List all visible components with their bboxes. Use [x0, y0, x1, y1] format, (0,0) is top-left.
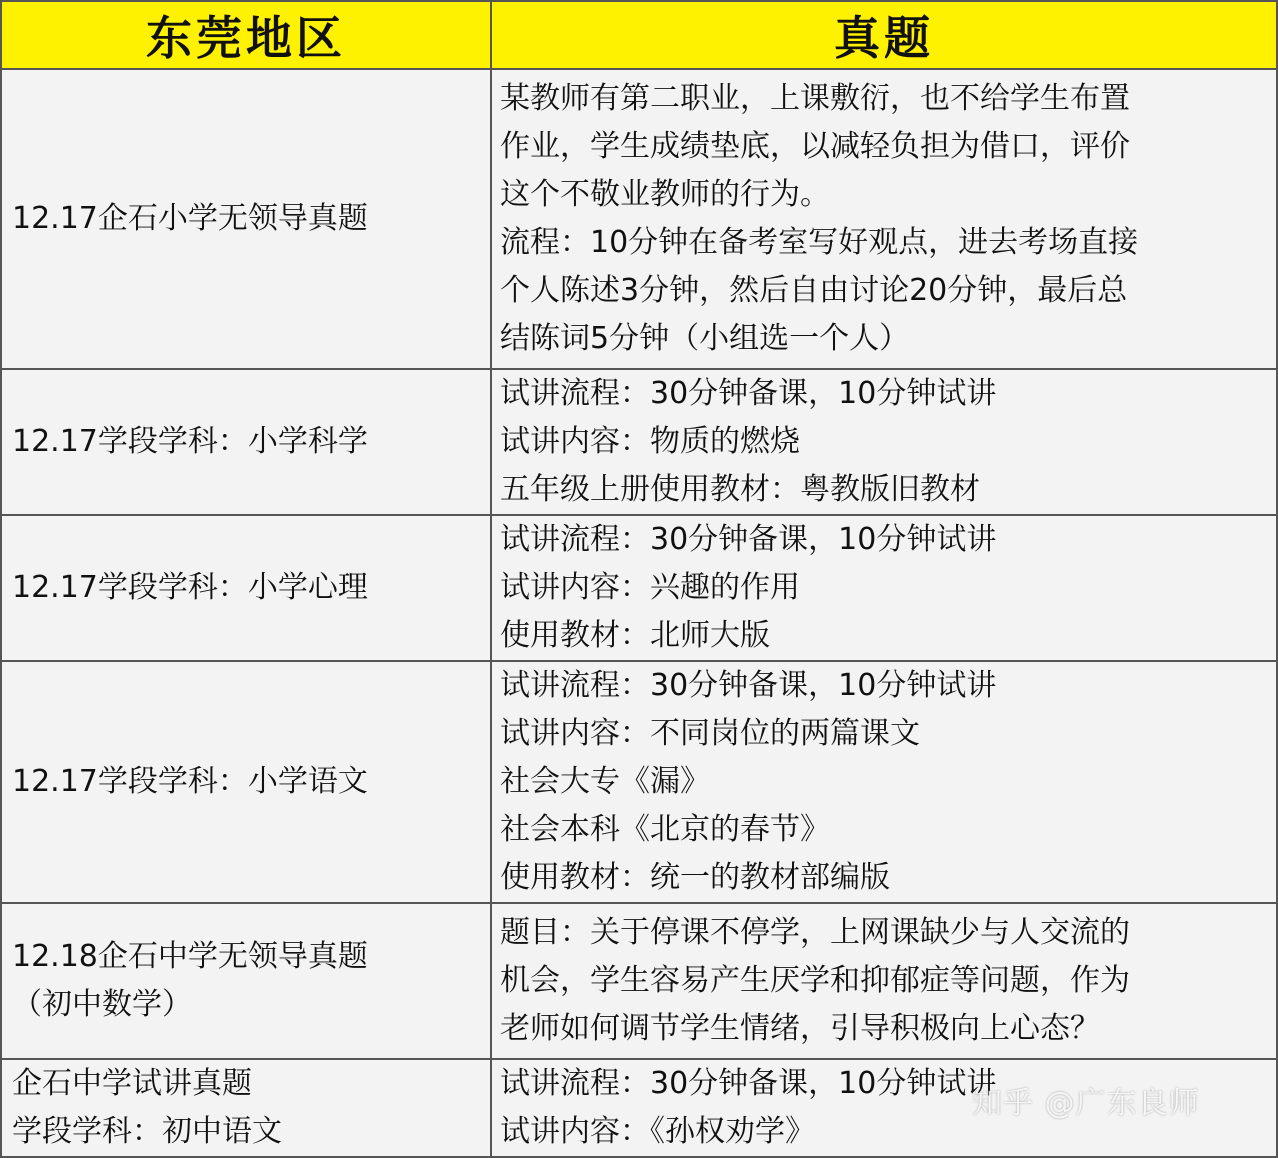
question-line: 试讲流程：30分钟备课，10分钟试讲	[500, 376, 997, 411]
question-line: 题目：关于停课不停学，上网课缺少与人交流的	[500, 915, 1130, 950]
region-cell	[1, 661, 491, 903]
question-line: 结陈词5分钟（小组选一个人）	[500, 321, 910, 356]
question-line: 试讲内容：《孙权劝学》	[500, 1114, 815, 1149]
question-line: 作业，学生成绩垫底，以减轻负担为借口，评价	[500, 129, 1130, 164]
question-line: 社会大专《漏》	[500, 764, 710, 799]
header-region: 东莞地区	[1, 1, 491, 69]
region-line: 企石中学试讲真题	[12, 1066, 252, 1101]
question-cell	[491, 515, 1277, 661]
watermark: 知乎 @广东良师	[972, 1086, 1200, 1121]
question-line: 试讲流程：30分钟备课，10分钟试讲	[500, 668, 997, 703]
question-line: 五年级上册使用教材：粤教版旧教材	[500, 472, 980, 507]
region-cell	[1, 1059, 491, 1157]
question-line: 社会本科《北京的春节》	[500, 812, 830, 847]
region-line: 12.17学段学科：小学心理	[12, 570, 368, 605]
header-questions: 真题	[491, 1, 1277, 69]
question-line: 试讲内容：兴趣的作用	[500, 570, 800, 605]
region-line: 12.17企石小学无领导真题	[12, 201, 368, 236]
question-line: 机会，学生容易产生厌学和抑郁症等问题，作为	[500, 963, 1130, 998]
region-cell	[1, 69, 491, 369]
table-row	[1, 515, 1277, 661]
question-line: 试讲流程：30分钟备课，10分钟试讲	[500, 522, 997, 557]
question-line: 使用教材：北师大版	[500, 618, 770, 653]
question-cell	[491, 661, 1277, 903]
question-line: 流程：10分钟在备考室写好观点，进去考场直接	[500, 225, 1139, 260]
table-row	[1, 903, 1277, 1059]
question-cell	[491, 903, 1277, 1059]
question-line: 某教师有第二职业，上课敷衍，也不给学生布置	[500, 81, 1130, 116]
region-cell	[1, 515, 491, 661]
table-row	[1, 69, 1277, 369]
region-line: 12.17学段学科：小学语文	[12, 764, 368, 799]
question-line: 试讲内容：不同岗位的两篇课文	[500, 716, 920, 751]
table-row	[1, 369, 1277, 515]
table-row	[1, 661, 1277, 903]
region-line: 12.18企石中学无领导真题	[12, 939, 368, 974]
question-line: 试讲流程：30分钟备课，10分钟试讲	[500, 1066, 997, 1101]
region-line: 学段学科：初中语文	[12, 1114, 282, 1149]
region-line: （初中数学）	[12, 987, 192, 1022]
question-line: 个人陈述3分钟，然后自由讨论20分钟，最后总	[500, 273, 1128, 308]
region-cell	[1, 903, 491, 1059]
question-cell	[491, 69, 1277, 369]
question-line: 这个不敬业教师的行为。	[500, 177, 830, 212]
table-header-row	[1, 1, 1277, 69]
region-cell	[1, 369, 491, 515]
question-line: 老师如何调节学生情绪，引导积极向上心态？	[500, 1011, 1100, 1046]
question-line: 试讲内容：物质的燃烧	[500, 424, 800, 459]
region-line: 12.17学段学科：小学科学	[12, 424, 368, 459]
question-line: 使用教材：统一的教材部编版	[500, 860, 890, 895]
question-cell	[491, 369, 1277, 515]
